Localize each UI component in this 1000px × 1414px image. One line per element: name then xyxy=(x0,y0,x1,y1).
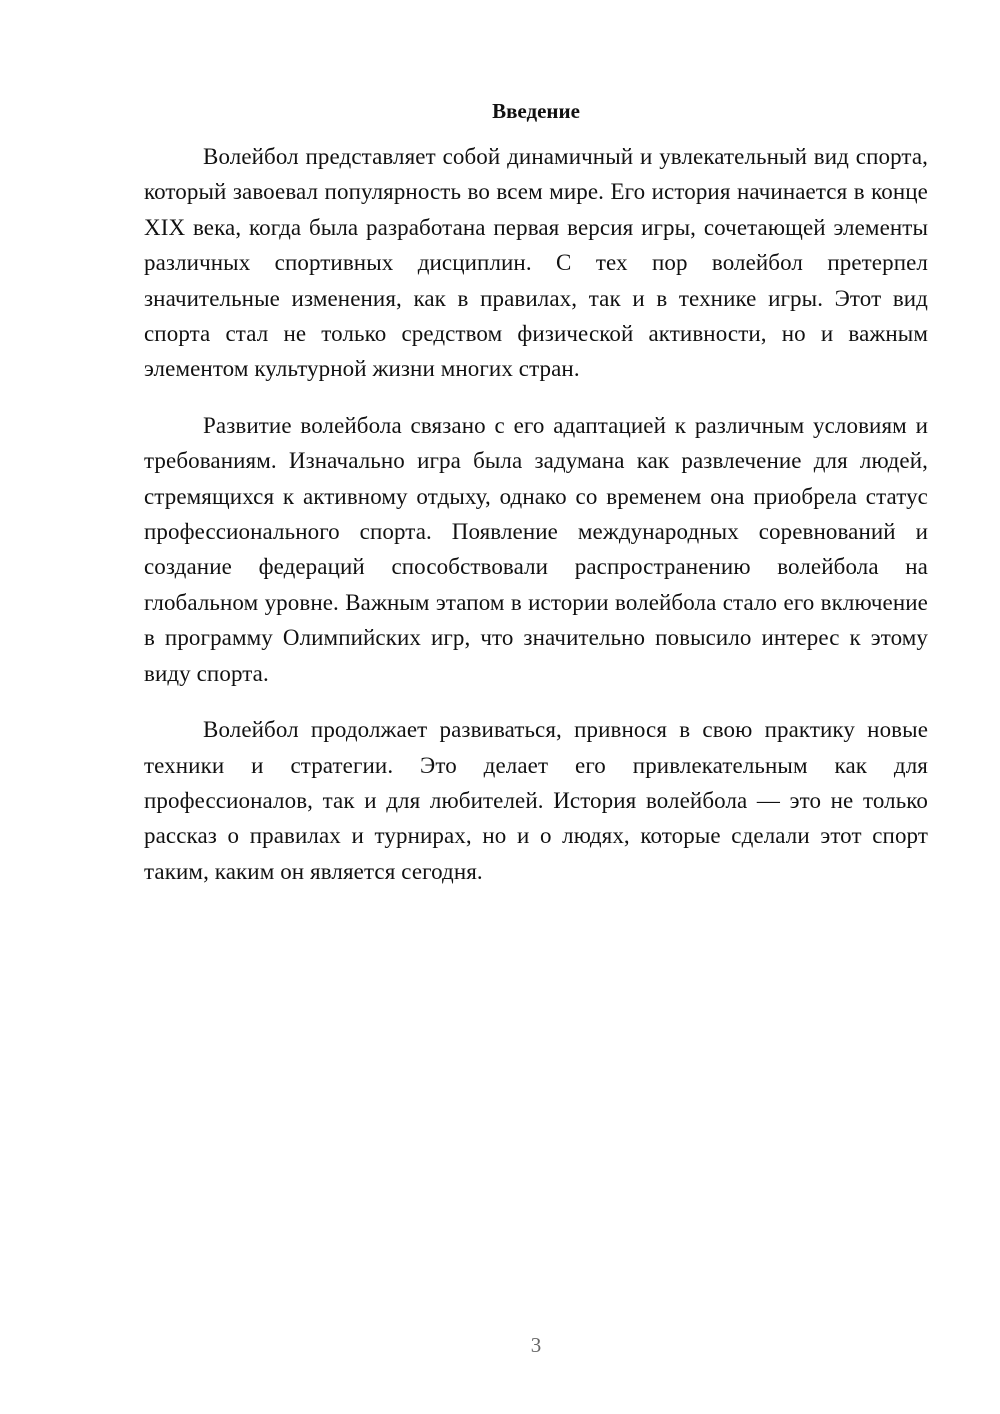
page-title: Введение xyxy=(492,99,580,123)
paragraph-2: Развитие волейбола связано с его адаптацией к различным условиям и требованиям. Изначально игра была задумана как развлечение для людей, стремящихся к активному отдыху, однако со временем она приобрела статус профессионального спорта. Появление международных соревнований и создание федераций способствовали распространению волейбола на глобальном уровне. Важным этапом в истории волейбола стало его включение в программу Олимпийских игр, что значительно повысило интерес к этому виду спорта. xyxy=(144,412,928,686)
page-number: 3 xyxy=(530,1333,542,1357)
page-content xyxy=(144,96,928,910)
paragraph-1: Волейбол представляет собой динамичный и увлекательный вид спорта, который завоевал популярность во всем мире. Его история начинается в конце XIX века, когда была разработана первая версия игры, сочетающей элементы различных спортивных дисциплин. С тех пор волейбол претерпел значительные изменения, как в правилах, так и в технике игры. Этот вид спорта стал не только средством физической активности, но и важным элементом культурной жизни многих стран. xyxy=(144,144,928,382)
paragraph-3: Волейбол продолжает развиваться, привнося в свою практику новые техники и стратегии. Это делает его привлекательным как для профессионалов, так и для любителей. История волейбола — это не только рассказ о правилах и турнирах, но и о людях, которые сделали этот спорт таким, каким он является сегодня. xyxy=(144,717,928,884)
